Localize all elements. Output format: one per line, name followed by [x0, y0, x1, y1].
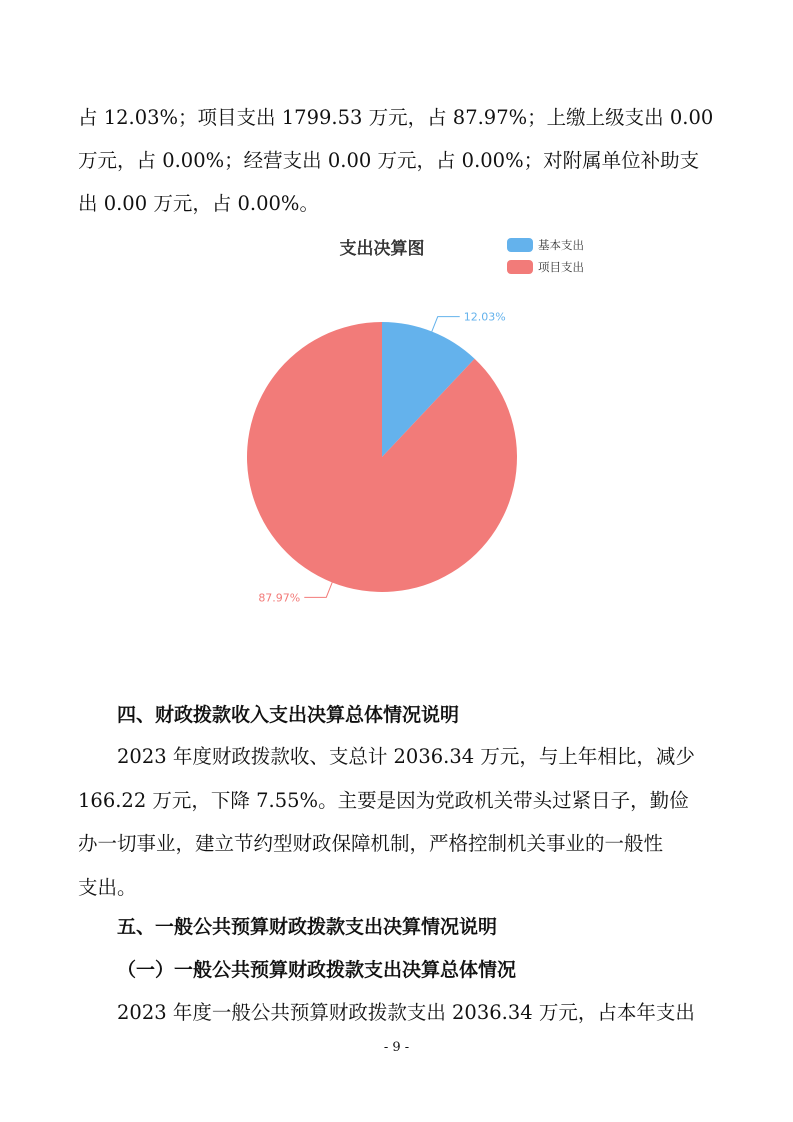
text-line: 办一切事业，建立节约型财政保障机制，严格控制机关事业的一般性: [78, 832, 664, 855]
pie-label-line: [432, 317, 460, 332]
legend-label: 项目支出: [538, 260, 584, 274]
text-line: 2023 年度财政拨款收、支总计 2036.34 万元，与上年相比，减少: [117, 745, 695, 768]
pie-label: 87.97%: [258, 591, 301, 605]
section-heading: 四、财政拨款收入支出决算总体情况说明: [117, 704, 460, 726]
subsection-heading: （一）一般公共预算财政拨款支出决算总体情况: [117, 959, 517, 981]
pie-label: 12.03%: [463, 310, 506, 324]
pie-slices: [247, 322, 517, 592]
text-line: 万元，占 0.00%；经营支出 0.00 万元，占 0.00%；对附属单位补助支: [78, 149, 700, 172]
legend-swatch: [507, 238, 533, 252]
chart-legend: [507, 238, 584, 274]
text-line: 2023 年度一般公共预算财政拨款支出 2036.34 万元，占本年支出: [117, 1001, 695, 1024]
text-line: 出 0.00 万元，占 0.00%。: [78, 192, 319, 215]
text-line: 支出。: [78, 876, 137, 899]
pie-chart: [0, 225, 793, 625]
pie-label-line: [304, 582, 332, 597]
section-heading: 五、一般公共预算财政拨款支出决算情况说明: [117, 916, 498, 938]
page-number: - 9 -: [383, 1040, 410, 1055]
chart-title: 支出决算图: [339, 239, 425, 259]
text-line: 占 12.03%；项目支出 1799.53 万元，占 87.97%；上缴上级支出 0.00: [78, 106, 714, 129]
legend-label: 基本支出: [538, 238, 584, 252]
pie-slice-2: [247, 322, 517, 592]
text-line: 166.22 万元，下降 7.55%。主要是因为党政机关带头过紧日子，勤俭: [78, 789, 689, 812]
legend-swatch: [507, 260, 533, 274]
